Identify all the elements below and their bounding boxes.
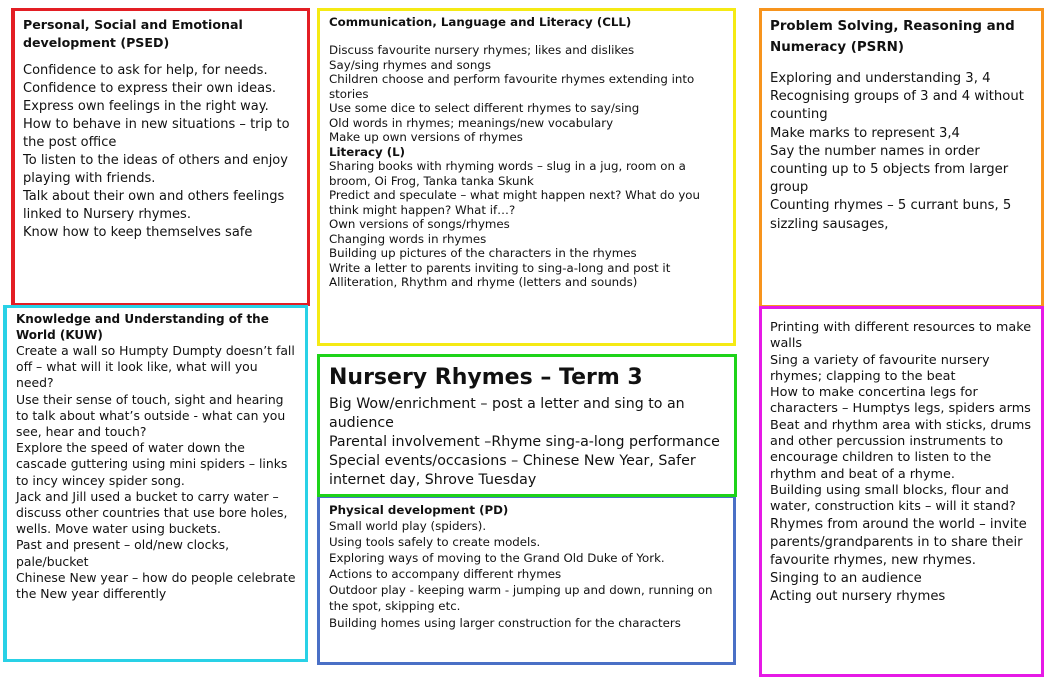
- psed-panel: [11, 8, 310, 306]
- topic-title-panel: [317, 354, 737, 497]
- list-item: Changing words in rhymes: [329, 231, 487, 246]
- list-item: Jack and Jill used a bucket to carry water – discuss other countries that use bore holes, wells. Move water using buckets.: [16, 488, 288, 537]
- list-item: Big Wow/enrichment – post a letter and sing to an audience: [329, 396, 685, 431]
- cll-heading: Communication, Language and Literacy (CLL): [329, 15, 632, 29]
- list-item: Building up pictures of the characters in the rhymes: [329, 246, 637, 260]
- literacy-list: [329, 159, 724, 290]
- psrn-panel: [759, 8, 1044, 308]
- list-item: To listen to the ideas of others and enjoy playing with friends.: [23, 153, 288, 186]
- list-item: Building homes using larger construction for the characters: [329, 615, 681, 630]
- list-item: Talk about their own and others feelings linked to Nursery rhymes.: [23, 189, 285, 222]
- list-item: Small world play (spiders).: [329, 519, 487, 533]
- psrn-heading: Problem Solving, Reasoning and Numeracy (PSRN): [770, 19, 1015, 55]
- list-item: Sharing books with rhyming words – slug in a jug, room on a broom, Oi Frog, Tanka tanka Skunk: [329, 159, 686, 188]
- pd-list: [329, 518, 724, 631]
- list-item: Express own feelings in the right way.: [23, 99, 269, 114]
- list-item: Printing with different resources to make walls: [770, 320, 1032, 352]
- cll-list: [329, 43, 724, 145]
- list-item: Children choose and perform favourite rhymes extending into stories: [329, 72, 695, 101]
- list-item: Building using small blocks, flour and water, construction kits – will it stand?: [770, 482, 1016, 515]
- topic-info-list: [329, 395, 725, 490]
- list-item: Actions to accompany different rhymes: [329, 567, 562, 582]
- literacy-subheading: Literacy (L): [329, 144, 406, 159]
- list-item: Explore the speed of water down the cascade guttering using mini spiders – links to incy wincey spider song.: [16, 440, 288, 488]
- list-item: Create a wall so Humpty Dumpty doesn’t fall off – what will it look like, what will you need?: [16, 343, 295, 391]
- list-item: How to behave in new situations – trip to the post office: [23, 117, 290, 150]
- psed-list: [23, 62, 299, 242]
- list-item: Say the number names in order counting up to 5 objects from larger group: [770, 143, 1009, 196]
- cll-panel: [317, 8, 736, 346]
- list-item: Make up own versions of rhymes: [329, 130, 523, 144]
- list-item: Use some dice to select different rhymes to say/sing: [329, 101, 640, 115]
- psed-heading: Personal, Social and Emotional development (PSED): [23, 17, 243, 50]
- kuw-list: [16, 343, 296, 602]
- list-item: Outdoor play - keeping warm - jumping up and down, running on the spot, skipping etc.: [329, 583, 713, 614]
- page-title: Nursery Rhymes – Term 3: [329, 365, 643, 390]
- list-item: Exploring and understanding 3, 4: [770, 71, 991, 86]
- list-item: Parental involvement –Rhyme sing-a-long performance: [329, 434, 720, 450]
- list-item: Rhymes from around the world – invite parents/grandparents in to share their favourite rhymes, new rhymes.: [770, 516, 1027, 568]
- list-item: Alliteration, Rhythm and rhyme (letters and sounds): [329, 275, 638, 289]
- list-item: Chinese New year – how do people celebrate the New year differently: [16, 569, 296, 602]
- list-item: Say/sing rhymes and songs: [329, 57, 491, 72]
- list-item: Beat and rhythm area with sticks, drums and other percussion instruments to encourage children to listen to the rhythm and beat of a rhyme.: [770, 417, 1032, 482]
- list-item: Know how to keep themselves safe: [23, 225, 253, 240]
- kuw-heading: Knowledge and Understanding of the World (KUW): [16, 312, 269, 342]
- list-item: Acting out nursery rhymes: [770, 589, 946, 605]
- list-item: Own versions of songs/rhymes: [329, 217, 510, 231]
- creative-list-2: [770, 516, 1033, 607]
- creative-list: [770, 320, 1033, 516]
- list-item: Use their sense of touch, sight and hearing to talk about what’s outside - what can you see, hear and touch?: [16, 391, 286, 440]
- list-item: Make marks to represent 3,4: [770, 125, 960, 141]
- pd-heading: Physical development (PD): [329, 503, 509, 517]
- list-item: Old words in rhymes; meanings/new vocabulary: [329, 115, 614, 130]
- list-item: Exploring ways of moving to the Grand Old Duke of York.: [329, 551, 665, 566]
- list-item: Write a letter to parents inviting to sing-a-long and post it: [329, 260, 671, 275]
- list-item: Past and present – old/new clocks, pale/bucket: [16, 537, 230, 569]
- list-item: How to make concertina legs for characters – Humptys legs, spiders arms: [770, 385, 1031, 417]
- psrn-list: [770, 70, 1033, 234]
- list-item: Predict and speculate – what might happen next? What do you think might happen? What if…?: [329, 188, 700, 217]
- list-item: Recognising groups of 3 and 4 without counting: [770, 89, 1024, 123]
- list-item: Sing a variety of favourite nursery rhymes; clapping to the beat: [770, 352, 990, 384]
- list-item: Confidence to express their own ideas.: [23, 81, 276, 96]
- list-item: Special events/occasions – Chinese New Year, Safer internet day, Shrove Tuesday: [329, 453, 696, 488]
- creative-panel: [759, 306, 1044, 677]
- pd-panel: [317, 497, 736, 665]
- list-item: Singing to an audience: [770, 571, 922, 587]
- kuw-panel: [3, 305, 308, 662]
- list-item: Discuss favourite nursery rhymes; likes and dislikes: [329, 43, 635, 57]
- list-item: Counting rhymes – 5 currant buns, 5 sizzling sausages,: [770, 198, 1012, 232]
- list-item: Confidence to ask for help, for needs.: [23, 63, 268, 78]
- list-item: Using tools safely to create models.: [329, 535, 541, 550]
